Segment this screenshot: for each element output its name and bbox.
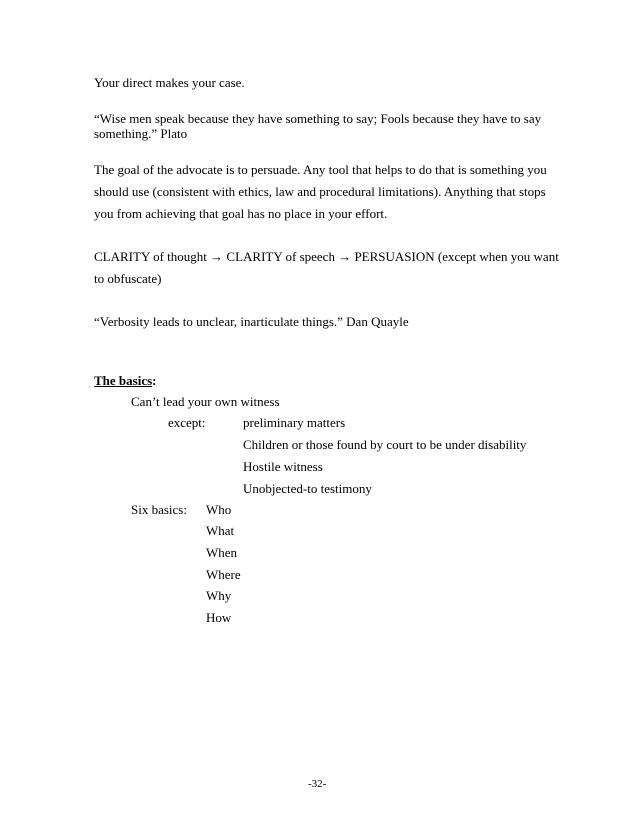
plato-quote-line-2: something.” Plato [94,126,188,141]
six-basics-item: Who [206,502,232,517]
six-basics-item: Why [206,588,232,603]
six-basics-label: Six basics: [131,502,187,517]
intro-line: Your direct makes your case. [94,75,245,90]
plato-quote-line-1: “Wise men speak because they have something to say; Fools because they have to say [94,111,542,126]
six-basics-item: Where [206,567,241,582]
lead-rule: Can’t lead your own witness [131,394,280,409]
six-basics-item: What [206,523,235,538]
page-number: -32- [308,778,327,790]
exception-item: Hostile witness [243,459,323,474]
basics-heading-colon: : [152,373,157,388]
basics-heading [94,373,157,389]
advocate-paragraph-line-1: The goal of the advocate is to persuade. Any tool that helps to do that is something you [94,162,547,177]
advocate-paragraph-line-2: should use (consistent with ethics, law and procedural limitations). Anything that stops [94,184,546,199]
six-basics-item: How [206,610,232,625]
quayle-quote: “Verbosity leads to unclear, inarticulate things.” Dan Quayle [94,314,409,329]
advocate-paragraph-line-3: you from achieving that goal has no place in your effort. [94,206,388,221]
exception-item: Unobjected-to testimony [243,481,372,496]
exception-item: Children or those found by court to be under disability [243,437,527,452]
clarity-line-2: to obfuscate) [94,271,162,286]
basics-heading-text: The basics [94,373,153,388]
six-basics-item: When [206,545,238,560]
clarity-line-1: CLARITY of thought → CLARITY of speech → PERSUASION (except when you want [94,249,559,264]
exception-item: preliminary matters [243,415,346,430]
except-label: except: [168,415,206,430]
